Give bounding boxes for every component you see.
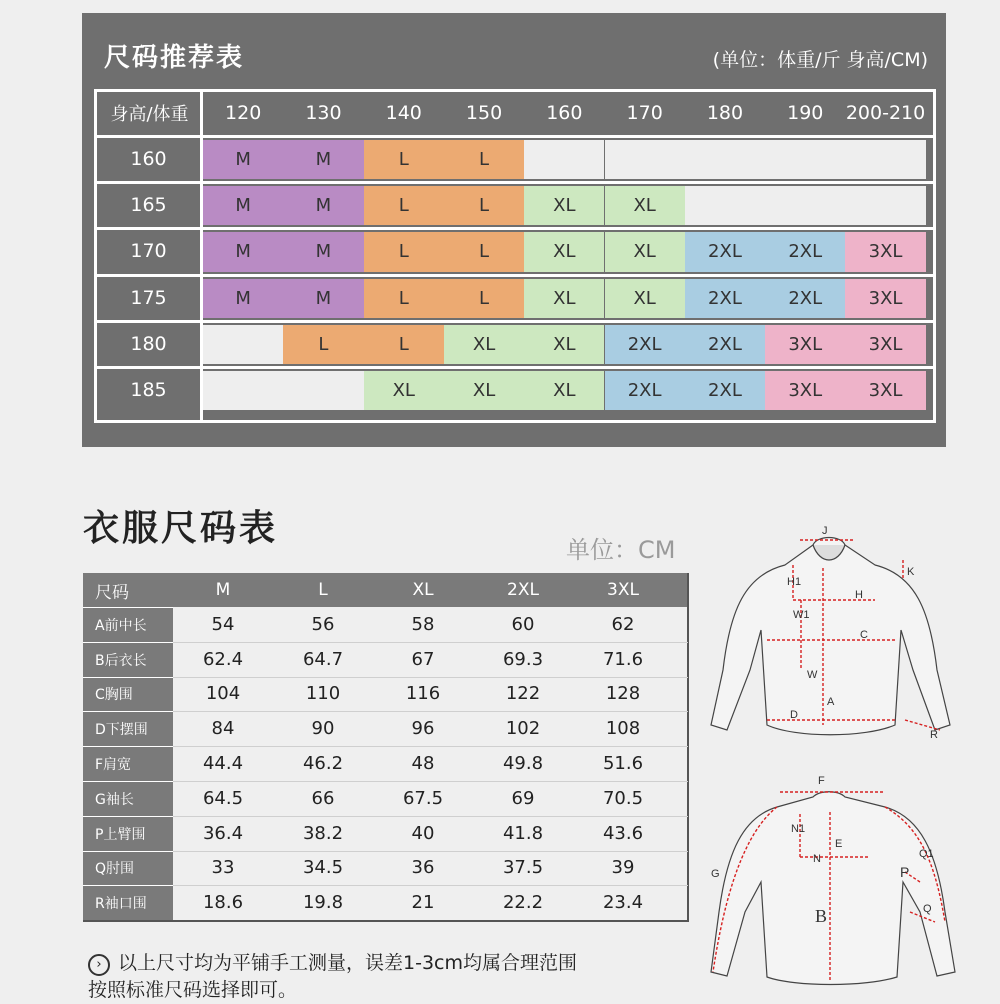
size-cell: L (283, 325, 363, 364)
measurement-value: 39 (611, 857, 635, 879)
measurement-value: 67.5 (402, 787, 444, 809)
measurement-value: 69 (511, 787, 535, 809)
label-j: J (822, 525, 828, 537)
height-label: 160 (130, 148, 167, 170)
measurement-value: 22.2 (502, 892, 544, 914)
row-divider (173, 851, 688, 852)
measurement-note (88, 950, 708, 1004)
measurement-value: 41.8 (502, 822, 544, 844)
measurement-value: 66 (311, 787, 335, 809)
grid-divider (97, 181, 933, 184)
label-h: H (855, 589, 863, 601)
size-column-header: 3XL (607, 580, 639, 600)
measurement-value: 128 (605, 683, 641, 705)
label-p: P (900, 864, 910, 880)
size-cell (524, 140, 604, 179)
size-cell (845, 186, 925, 225)
size-cell: 2XL (685, 325, 765, 364)
note-line-2: 按照标准尺码选择即可。 (88, 979, 298, 1001)
size-cell: XL (524, 232, 604, 271)
height-label: 175 (130, 286, 167, 309)
size-cell: 2XL (605, 371, 685, 410)
label-g: G (711, 868, 720, 880)
label-f: F (818, 775, 825, 787)
grid-divider (97, 227, 933, 230)
measurement-value: 64.5 (202, 787, 244, 809)
height-label: 180 (130, 332, 167, 355)
measurement-value: 108 (605, 718, 641, 740)
size-chart-title: 衣服尺码表 (83, 508, 279, 549)
table-row (83, 885, 688, 920)
size-cell: 3XL (845, 371, 925, 410)
size-cell: M (283, 186, 363, 225)
front-measurement-diagram (705, 520, 965, 750)
size-cell: XL (524, 186, 604, 225)
size-cell: 3XL (845, 232, 925, 271)
weight-header: 170 (626, 102, 663, 124)
grid-corner-label: 身高/体重 (110, 104, 189, 125)
weight-header: 160 (546, 102, 583, 124)
measurement-value: 116 (405, 683, 441, 705)
size-recommendation-panel (82, 13, 946, 447)
measurement-value: 122 (505, 683, 541, 705)
row-divider (173, 677, 688, 678)
measurement-label: R袖口围 (83, 885, 173, 920)
size-cell: XL (524, 279, 604, 318)
size-cell: 2XL (685, 232, 765, 271)
table-row (83, 781, 688, 816)
label-d: D (790, 709, 798, 721)
measurement-value: 48 (411, 753, 435, 775)
row-divider (173, 711, 688, 712)
measurement-label: B后衣长 (83, 642, 173, 677)
weight-header: 140 (385, 102, 422, 124)
measurement-value: 18.6 (202, 892, 244, 914)
measurement-value: 110 (305, 683, 341, 705)
table-row (83, 677, 688, 712)
measurement-value: 71.6 (602, 648, 644, 670)
measurement-label: C胸围 (83, 677, 173, 712)
recommendation-unit: (单位：体重/斤 身高/CM) (712, 49, 928, 71)
measurement-label: F肩宽 (83, 746, 173, 781)
label-q: Q (923, 903, 932, 915)
size-cell: 2XL (765, 232, 845, 271)
recommendation-grid (94, 89, 936, 423)
measurement-value: 21 (411, 892, 435, 914)
size-cell: XL (605, 279, 685, 318)
measurement-value: 62 (611, 613, 635, 635)
size-cell: L (444, 186, 524, 225)
label-b: B (815, 906, 828, 926)
size-column-header: XL (412, 580, 434, 600)
size-chart-corner: 尺码 (95, 582, 129, 603)
size-cell: XL (444, 371, 524, 410)
label-k: K (907, 566, 915, 578)
measurement-value: 36 (411, 857, 435, 879)
size-cell: L (364, 325, 444, 364)
size-cell (845, 140, 925, 179)
measurement-label: D下摆围 (83, 711, 173, 746)
table-row (83, 746, 688, 781)
row-divider (173, 781, 688, 782)
label-w1: W1 (793, 609, 810, 621)
measurement-value: 46.2 (302, 753, 344, 775)
measurement-value: 34.5 (302, 857, 344, 879)
measurement-value: 67 (411, 648, 435, 670)
table-row (83, 607, 688, 642)
measurement-value: 90 (311, 718, 335, 740)
size-cell: M (203, 279, 283, 318)
measurement-value: 54 (211, 613, 235, 635)
weight-header: 130 (305, 102, 342, 124)
row-divider (173, 816, 688, 817)
size-cell: M (203, 186, 283, 225)
back-measurement-diagram (705, 772, 965, 992)
measurement-value: 37.5 (502, 857, 544, 879)
row-divider (173, 642, 688, 643)
size-cell: 3XL (765, 325, 845, 364)
label-w: W (807, 669, 818, 681)
size-column-header: L (318, 580, 328, 600)
weight-header: 190 (787, 102, 824, 124)
label-r: R (930, 729, 938, 741)
note-line-1: 以上尺寸均为平铺手工测量，误差1-3cm均属合理范围 (118, 952, 577, 974)
recommendation-title: 尺码推荐表 (104, 43, 245, 73)
label-c: C (860, 629, 868, 641)
measurement-value: 56 (311, 613, 335, 635)
table-row (83, 851, 688, 886)
label-e: E (835, 838, 843, 850)
grid-divider (97, 274, 933, 277)
size-chart-table (83, 573, 688, 921)
grid-divider (97, 135, 933, 138)
size-cell (765, 140, 845, 179)
size-cell: L (364, 186, 444, 225)
size-cell: XL (444, 325, 524, 364)
measurement-value: 51.6 (602, 753, 644, 775)
measurement-label: G袖长 (83, 781, 173, 816)
size-cell: 3XL (845, 279, 925, 318)
size-cell: 2XL (685, 371, 765, 410)
measurement-value: 19.8 (302, 892, 344, 914)
measurement-label: Q肘围 (83, 851, 173, 886)
size-cell: L (444, 232, 524, 271)
measurement-label: P上臂围 (83, 816, 173, 851)
size-cell: M (283, 279, 363, 318)
height-label: 165 (130, 194, 167, 217)
label-a: A (827, 696, 835, 708)
label-n: N (813, 853, 821, 865)
circle-arrow-icon: › (88, 954, 110, 976)
table-border (83, 920, 689, 922)
size-cell (203, 325, 283, 364)
size-chart-header (83, 573, 688, 607)
measurement-value: 84 (211, 718, 235, 740)
row-divider (173, 885, 688, 886)
measurement-value: 58 (411, 613, 435, 635)
size-cell: 2XL (685, 279, 765, 318)
size-cell: L (444, 140, 524, 179)
size-cell: M (283, 140, 363, 179)
label-q1: Q1 (919, 848, 934, 860)
table-row (83, 642, 688, 677)
size-column-header: 2XL (507, 580, 539, 600)
measurement-value: 60 (511, 613, 535, 635)
measurement-value: 70.5 (602, 787, 644, 809)
size-chart-unit: 单位：CM (566, 536, 676, 564)
size-cell (283, 371, 363, 410)
weight-header: 200-210 (845, 102, 926, 124)
measurement-value: 96 (411, 718, 435, 740)
weight-header: 150 (465, 102, 503, 124)
size-cell: 2XL (765, 279, 845, 318)
measurement-value: 33 (211, 857, 235, 879)
measurement-value: 69.3 (502, 648, 544, 670)
size-cell: M (283, 232, 363, 271)
size-cell: L (364, 140, 444, 179)
grid-divider (97, 320, 933, 323)
size-cell: L (364, 232, 444, 271)
table-row (83, 816, 688, 851)
size-cell: M (203, 140, 283, 179)
weight-header: 180 (706, 102, 744, 124)
size-cell: M (203, 232, 283, 271)
measurement-value: 62.4 (202, 648, 244, 670)
row-divider (173, 746, 688, 747)
measurement-value: 104 (205, 683, 241, 705)
label-n1: N1 (791, 823, 806, 835)
size-cell: L (364, 279, 444, 318)
measurement-value: 40 (411, 822, 435, 844)
size-cell (605, 140, 685, 179)
size-cell: XL (605, 232, 685, 271)
measurement-value: 49.8 (502, 753, 544, 775)
table-row (83, 711, 688, 746)
measurement-label: A前中长 (83, 607, 173, 642)
size-cell: L (444, 279, 524, 318)
size-cell: 2XL (605, 325, 685, 364)
measurement-value: 44.4 (202, 753, 244, 775)
size-cell (685, 186, 765, 225)
size-cell: XL (364, 371, 444, 410)
size-cell: XL (524, 371, 604, 410)
grid-divider (97, 366, 933, 369)
height-label: 170 (130, 240, 167, 263)
size-column-header: M (215, 580, 231, 600)
size-cell: 3XL (765, 371, 845, 410)
measurement-value: 38.2 (302, 822, 344, 844)
measurement-value: 23.4 (602, 892, 644, 914)
height-label: 185 (130, 379, 167, 401)
measurement-value: 43.6 (602, 822, 644, 844)
size-cell: XL (524, 325, 604, 364)
measurement-value: 102 (505, 718, 541, 740)
size-cell (685, 140, 765, 179)
measurement-value: 64.7 (302, 648, 344, 670)
size-cell (203, 371, 283, 410)
size-cell: 3XL (845, 325, 925, 364)
size-cell: XL (605, 186, 685, 225)
weight-header: 120 (225, 102, 262, 124)
label-h1: H1 (787, 576, 802, 588)
measurement-value: 36.4 (202, 822, 244, 844)
size-cell (765, 186, 845, 225)
